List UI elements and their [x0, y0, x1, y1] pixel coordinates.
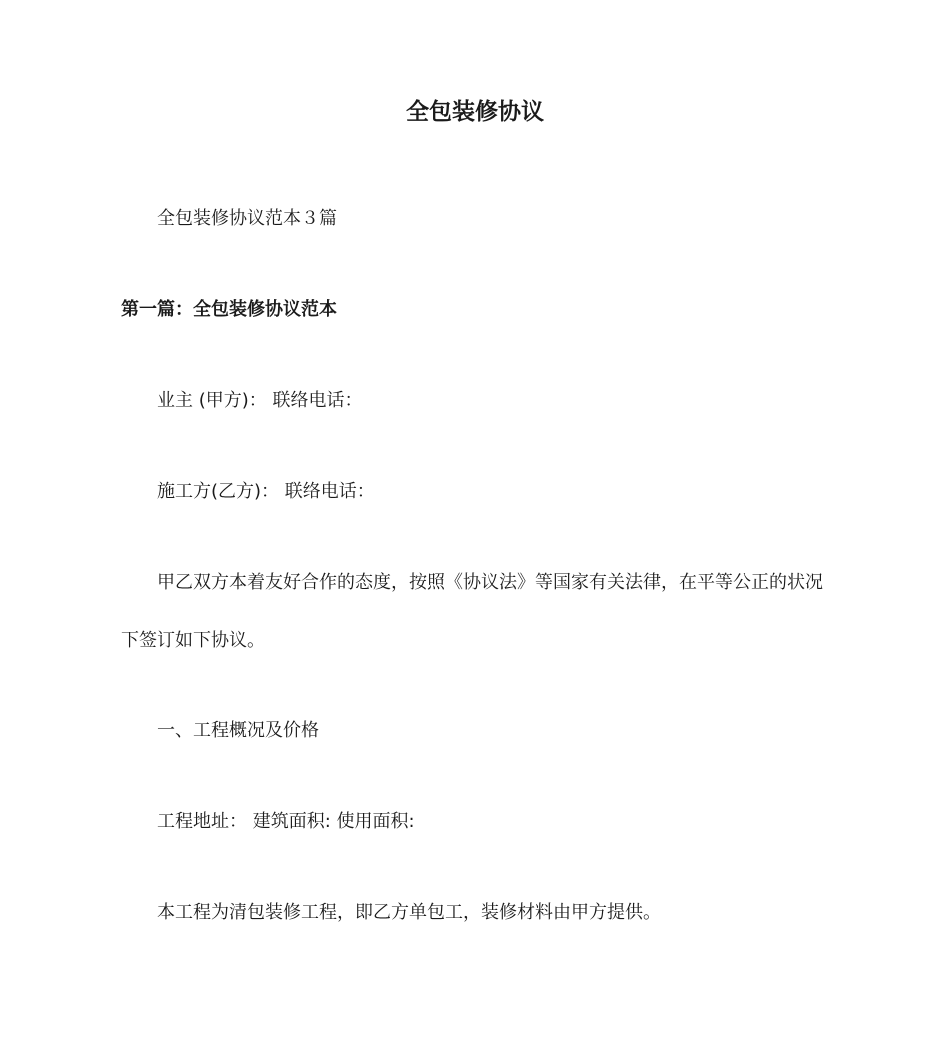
clause-1-heading: 一、工程概况及价格	[157, 720, 319, 741]
section-heading: 第一篇：全包装修协议范本	[121, 299, 337, 320]
intro-paragraph-line-1: 甲乙双方本着友好合作的态度，按照《协议法》等国家有关法律，在平等公正的状况	[157, 572, 823, 593]
contractor-line: 施工方(乙方)： 联络电话：	[157, 481, 375, 502]
owner-line: 业主 (甲方)： 联络电话：	[157, 390, 363, 411]
document-title: 全包装修协议	[406, 99, 544, 125]
document-subtitle: 全包装修协议范本３篇	[157, 208, 337, 229]
project-info-line: 工程地址： 建筑面积: 使用面积:	[157, 811, 415, 832]
intro-paragraph-line-2: 下签订如下协议。	[121, 630, 265, 651]
project-description: 本工程为清包装修工程，即乙方单包工，装修材料由甲方提供。	[157, 902, 661, 923]
